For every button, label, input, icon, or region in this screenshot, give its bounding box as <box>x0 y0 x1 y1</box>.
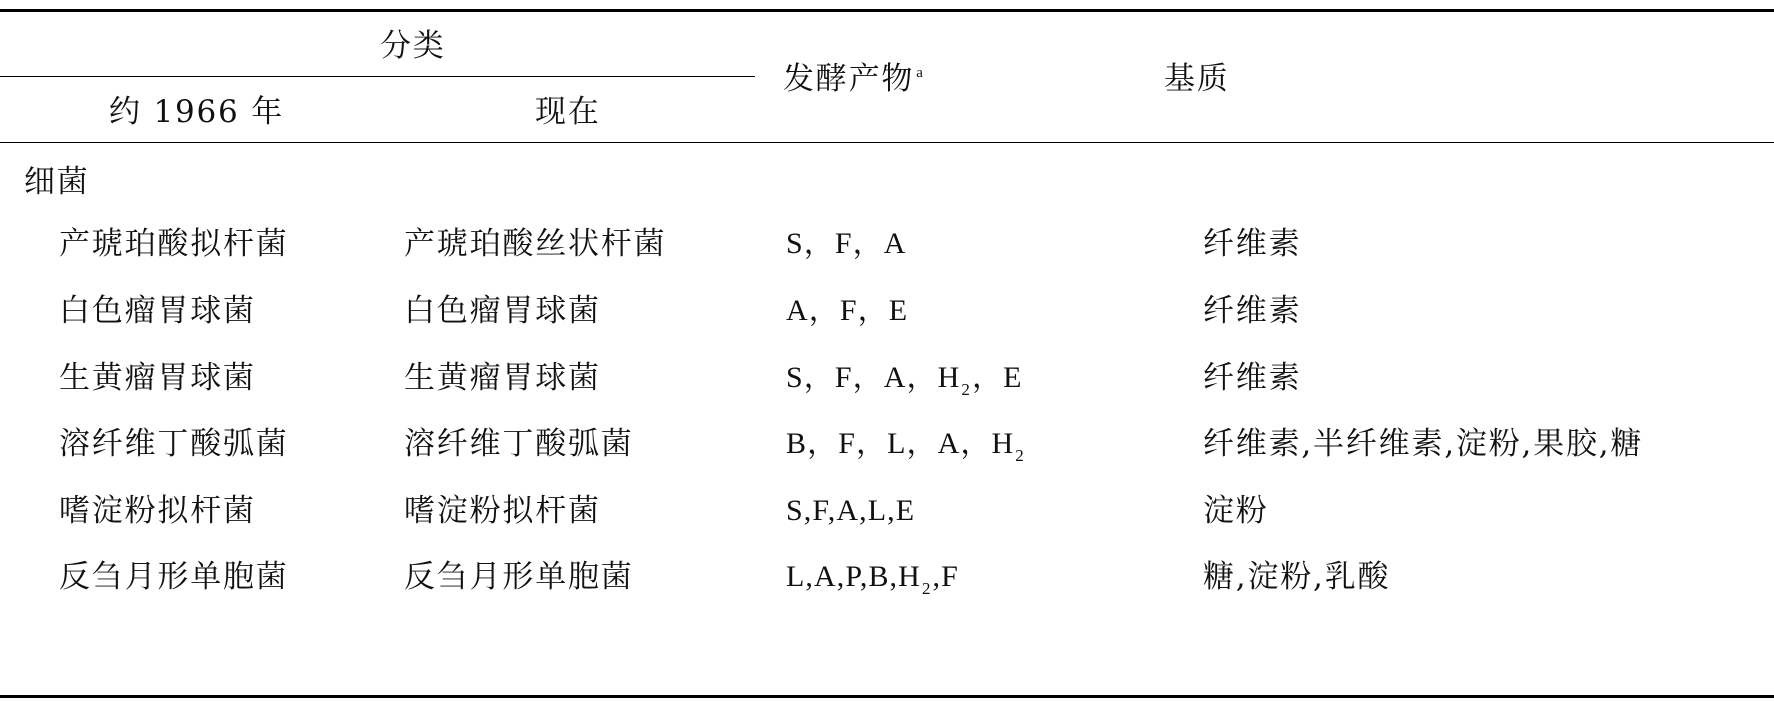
table-cell-current-name: 溶纤维丁酸弧菌 <box>404 426 634 462</box>
fermentation-product-text: ,F <box>932 560 959 593</box>
table-cell-substrate: 纤维素 <box>1203 293 1302 329</box>
table-cell-current-name: 嗜淀粉拟杆菌 <box>404 493 601 529</box>
table-cell-fermentation-products <box>786 359 1023 401</box>
table-cell-fermentation-products <box>786 292 908 330</box>
table-cell-substrate: 纤维素 <box>1203 360 1302 396</box>
table-cell-substrate: 纤维素 <box>1203 226 1302 262</box>
table-cell-fermentation-products <box>786 425 1026 467</box>
table-cell-old-name: 白色瘤胃球菌 <box>59 293 256 329</box>
table-cell-old-name: 溶纤维丁酸弧菌 <box>59 426 289 462</box>
table-cell-fermentation-products <box>786 225 907 263</box>
chemical-subscript: 2 <box>1015 446 1025 465</box>
current-name-header: 现在 <box>535 94 601 130</box>
table-cell-current-name: 白色瘤胃球菌 <box>404 293 601 329</box>
table-cell-fermentation-products <box>786 558 959 600</box>
section-label-bacteria: 细菌 <box>24 164 90 200</box>
fermentation-product-header <box>783 60 924 104</box>
fermentation-product-text: S，F，A，H <box>786 361 961 394</box>
table-cell-substrate: 纤维素,半纤维素,淀粉,果胶,糖 <box>1203 426 1644 462</box>
table-cell-substrate: 淀粉 <box>1203 493 1269 529</box>
fermentation-product-footnote-marker: a <box>916 65 924 81</box>
table-cell-fermentation-products <box>786 492 915 530</box>
chemical-subscript: 2 <box>921 579 932 598</box>
table-cell-old-name: 嗜淀粉拟杆菌 <box>59 493 256 529</box>
table-cell-old-name: 反刍月形单胞菌 <box>59 559 289 595</box>
fermentation-product-text: S，F，A <box>786 227 907 260</box>
fermentation-product-text: ，E <box>972 361 1023 394</box>
fermentation-product-text: A，F，E <box>786 294 909 327</box>
fermentation-product-text: B，F，L，A，H <box>786 427 1015 460</box>
table-cell-current-name: 产琥珀酸丝状杆菌 <box>404 226 667 262</box>
fermentation-product-text: S,F,A,L,E <box>786 494 916 527</box>
fermentation-product-header-text: 发酵产物 <box>783 61 915 97</box>
top-table-rule <box>0 9 1774 12</box>
fermentation-product-text: L,A,P,B,H <box>786 560 921 593</box>
classification-group-rule <box>0 76 755 77</box>
table-cell-old-name: 产琥珀酸拟杆菌 <box>59 226 289 262</box>
table-cell-substrate: 糖,淀粉,乳酸 <box>1203 559 1391 595</box>
header-bottom-rule <box>0 142 1774 143</box>
substrate-header: 基质 <box>1164 61 1230 97</box>
bottom-table-rule <box>0 695 1774 698</box>
classification-group-header: 分类 <box>380 28 446 64</box>
table-cell-current-name: 反刍月形单胞菌 <box>404 559 634 595</box>
chemical-subscript: 2 <box>961 380 972 399</box>
table-cell-old-name: 生黄瘤胃球菌 <box>59 360 256 396</box>
circa-1966-header: 约 1966 年 <box>109 94 285 130</box>
table-cell-current-name: 生黄瘤胃球菌 <box>404 360 601 396</box>
